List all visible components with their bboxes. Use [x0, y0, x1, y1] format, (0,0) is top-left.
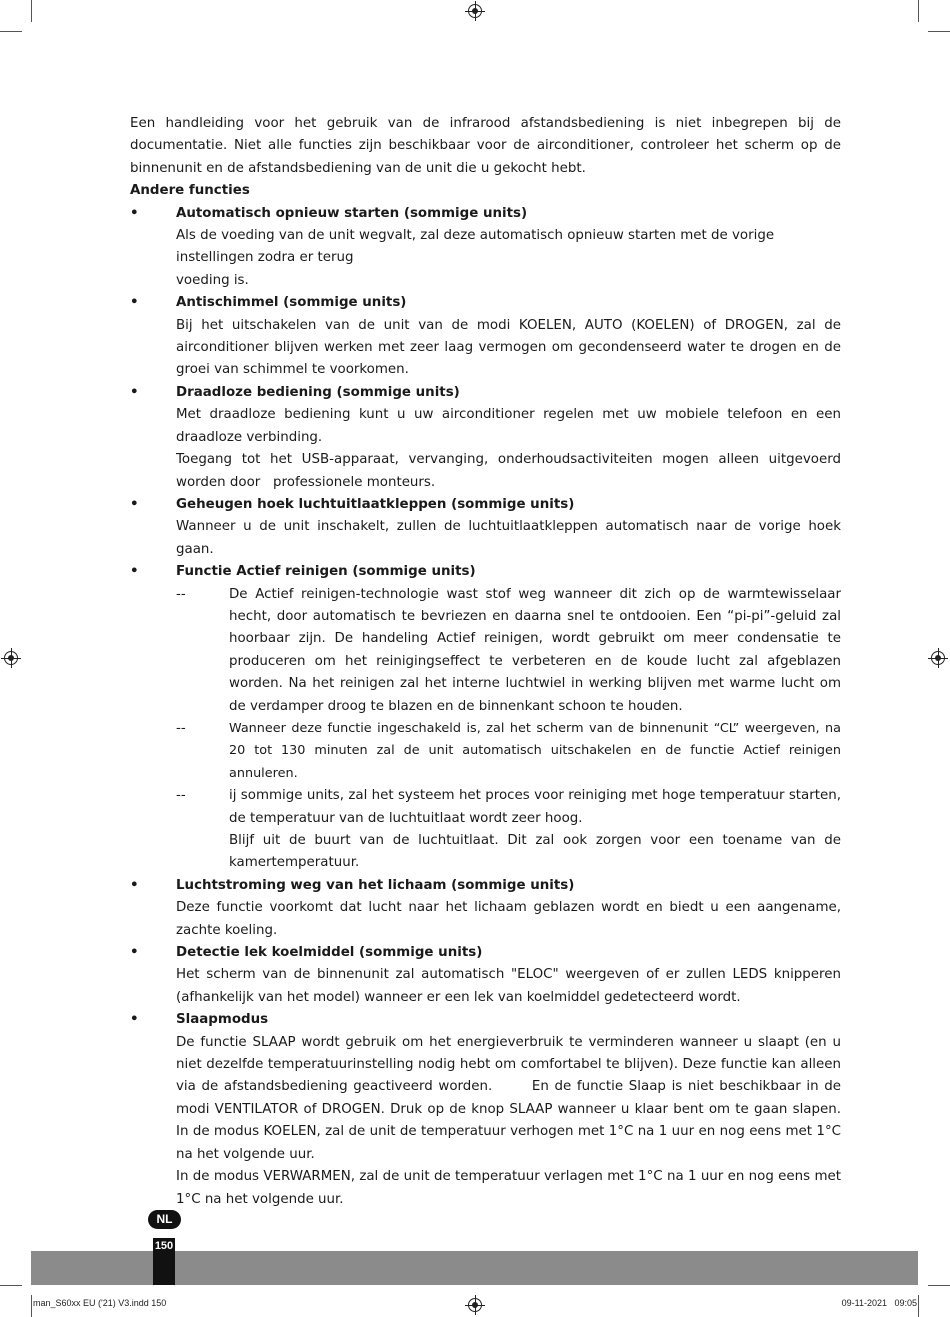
sub-item-text: De Actief reinigen-technologie wast stof weg wanneer dit zich op de warmtewisselaar hecht, door automatisch te bevriezen en daarna snel te ontdooien. Een “pi-pi”-geluid zal hoorbaar zijn. De handeling Actief reinigen, wordt gebruikt om meer condensatie te produceren om het reinigingseffect te verbeteren en de koude lucht zal afgeblazen worden. Na het reinigen zal het interne luchtwiel in werking blijven met warme lucht om de verdamper droog te blazen en de binnenkant schoon te houden.	[229, 586, 841, 714]
feature-text: Bij het uitschakelen van de unit van de modi KOELEN, AUTO (KOELEN) of DROGEN, zal de airconditioner blijven werken met zeer laag vermogen om gecondenseerd water te drogen en de groei van schimmel te voorkomen.	[176, 317, 841, 378]
registration-mark-icon	[468, 1298, 482, 1312]
feature-title: Detectie lek koelmiddel (sommige units)	[176, 945, 483, 961]
feature-item	[130, 382, 846, 494]
feature-title: Automatisch opnieuw starten (sommige units)	[176, 205, 528, 221]
feature-title: Antischimmel (sommige units)	[176, 295, 407, 311]
crop-mark	[918, 1295, 919, 1317]
feature-item	[130, 292, 841, 382]
feature-item	[130, 875, 841, 942]
bullet: •	[130, 384, 139, 400]
sub-item	[130, 785, 841, 875]
registration-mark-icon	[4, 651, 18, 665]
bullet: •	[130, 945, 139, 961]
sub-item-text: Blijf uit de buurt van de luchtuitlaat. Dit zal ook zorgen voor een toename van de kamertemperatuur.	[229, 833, 841, 871]
feature-text: Toegang tot het USB-apparaat, vervanging, onderhoudsactiviteiten mogen alleen uitgevoerd worden door professionele monteurs.	[176, 452, 846, 490]
feature-title: Slaapmodus	[176, 1012, 269, 1028]
feature-title: Functie Actief reinigen (sommige units)	[176, 564, 476, 580]
crop-mark	[31, 0, 32, 22]
registration-mark-icon	[468, 4, 482, 18]
feature-text: Met draadloze bediening kunt u uw airconditioner regelen met uw mobiele telefoon en een draadloze verbinding.	[176, 407, 841, 445]
dash: --	[176, 788, 186, 804]
crop-mark	[928, 31, 950, 32]
sub-item	[130, 718, 841, 785]
dash: --	[176, 720, 186, 736]
feature-text: Als de voeding van de unit wegvalt, zal deze automatisch opnieuw starten met de vorige instellingen zodra er terug	[176, 228, 775, 266]
crop-mark	[918, 0, 919, 22]
feature-text: Wanneer u de unit inschakelt, zullen de luchtuitlaatkleppen automatisch naar de vorige hoek gaan.	[176, 519, 841, 557]
dash: --	[176, 586, 186, 602]
sub-item-text: Wanneer deze functie ingeschakeld is, zal het scherm van de binnenunit “CL” weergeven, na 20 tot 130 minuten zal de unit automatisch uitschakelen en de functie Actief reinigen annuleren.	[229, 720, 841, 781]
bullet: •	[130, 295, 139, 311]
bullet: •	[130, 564, 139, 580]
registration-mark-icon	[931, 651, 945, 665]
feature-item	[130, 561, 841, 875]
sub-item	[130, 584, 841, 718]
feature-text: Deze functie voorkomt dat lucht naar het lichaam geblazen wordt en biedt u een aangename, zachte koeling.	[176, 900, 841, 938]
page-number: 150	[154, 1240, 174, 1252]
section-title: Andere functies	[130, 183, 250, 199]
feature-text: In de modus VERWARMEN, zal de unit de temperatuur verlagen met 1°C na 1 uur en nog eens met 1°C na het volgende uur.	[176, 1169, 841, 1207]
bullet: •	[130, 496, 139, 512]
intro-paragraph: Een handleiding voor het gebruik van de infrarood afstandsbediening is niet inbegrepen bij de documentatie. Niet alle functies zijn beschikbaar voor de airconditioner, controleer het scherm op de binnenunit en de afstandsbediening van de unit die u gekocht hebt.	[130, 116, 841, 176]
slug-timestamp: 09-11-2021 09:05	[841, 1298, 917, 1308]
sub-item-text: ij sommige units, zal het systeem het proces voor reiniging met hoge temperatuur starten, de temperatuur van de luchtuitlaat wordt zeer hoog.	[229, 788, 841, 826]
document-body	[130, 113, 846, 1211]
crop-mark	[0, 31, 22, 32]
crop-mark	[31, 1295, 32, 1317]
bullet: •	[130, 205, 139, 221]
bullet: •	[130, 877, 139, 893]
slug-filename: man_S60xx EU ('21) V3.indd 150	[33, 1298, 167, 1308]
feature-title: Geheugen hoek luchtuitlaatkleppen (sommige units)	[176, 496, 575, 512]
crop-mark	[928, 1285, 950, 1286]
feature-title: Luchtstroming weg van het lichaam (sommige units)	[176, 877, 575, 893]
feature-text: Het scherm van de binnenunit zal automatisch "ELOC" weergeven of er zullen LEDS knipperen (afhankelijk van het model) wanneer er een lek van koelmiddel gedetecteerd wordt.	[176, 967, 841, 1005]
feature-item	[130, 494, 841, 561]
bullet: •	[130, 1012, 139, 1028]
feature-title: Draadloze bediening (sommige units)	[176, 384, 460, 400]
crop-mark	[0, 1285, 22, 1286]
feature-item	[130, 1009, 846, 1211]
feature-item	[130, 942, 841, 1009]
feature-item	[130, 203, 841, 293]
language-badge: NL	[148, 1210, 181, 1229]
feature-text: De functie SLAAP wordt gebruik om het energieverbruik te verminderen wanneer u slaapt (en u niet dezelfde temperatuurinstelling nodig hebt om comfortabel te blijven). Deze functie kan alleen via de afstandsbediening geactiveerd worden. En de functie Slaap is niet beschikbaar in de modi VENTILATOR of DROGEN. Druk op de knop SLAAP wanneer u klaar bent om te gaan slapen. In de modus KOELEN, zal de unit de temperatuur verhogen met 1°C na 1 uur en nog eens met 1°C na het volgende uur.	[176, 1034, 846, 1162]
feature-text: voeding is.	[176, 272, 249, 288]
